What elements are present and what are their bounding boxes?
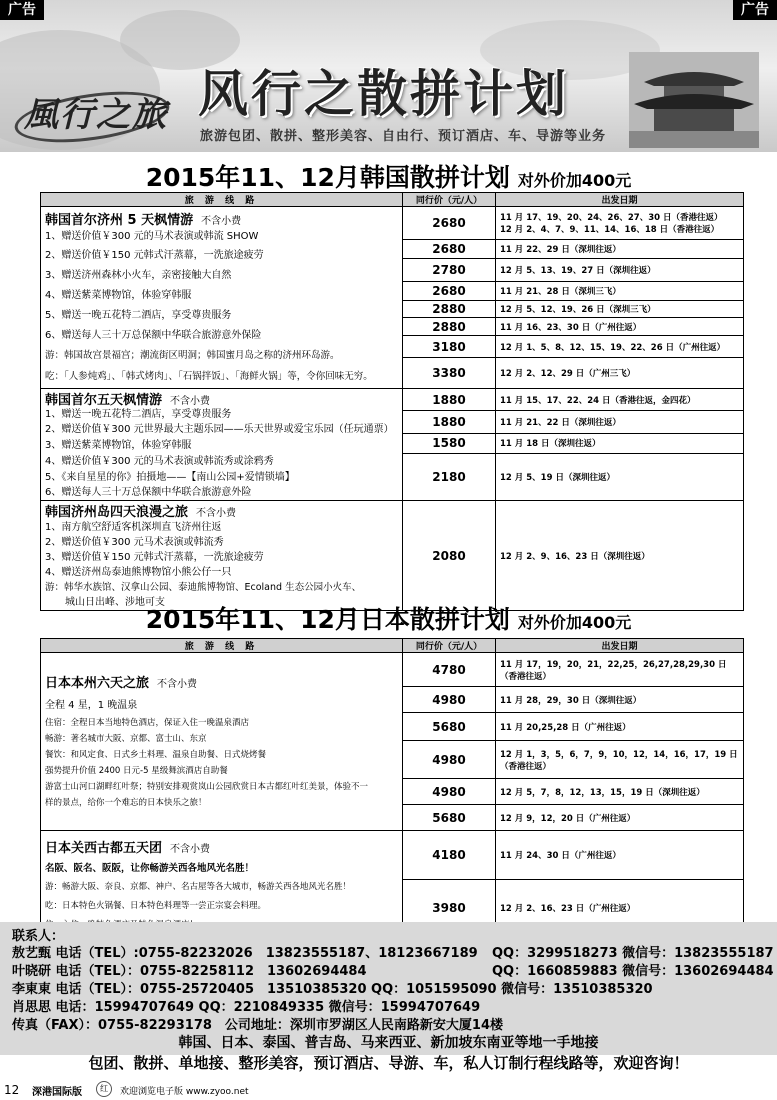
price-cell: 4980 xyxy=(403,779,496,805)
tour-name: 日本本州六天之旅 xyxy=(45,676,150,691)
date-cell: 11 月 16、23、30 日（广州往返） xyxy=(496,318,744,335)
tour-description: 日本关西古都五天团 不含小费 名阪、阪名、阪阪，让你畅游关西各地风光名胜！ 游：畅游大阪、奈良、京都、神户、名古屋等各大城市，畅游关西各地风光名胜！ 吃：日本特色火锅餐、日本特色料理等一尝正宗宴会料理。 xyxy=(41,831,403,936)
japan-section-title: 2015年11、12月日本散拼计划 对外价加400元 xyxy=(145,605,632,634)
date-cell: 11 月 17、19、20、24、26、27、30 日（香港往返） 12 月 2、4、7、9、11、14、16、18 日（香港往返） xyxy=(496,207,744,240)
price-cell: 5680 xyxy=(403,805,496,831)
date-cell: 11 月 18 日（深圳往返） xyxy=(496,433,744,453)
tour-description: 韩国首尔济州 5 天枫情游 不含小费 1、赠送价值￥300 元的马术表演或韩流 SHOW 2、赠送价值￥150 元韩式汗蒸幕，一洗旅途疲劳 3、赠送济州森林小火车，亲密接触大自然 4、赠送紫菜博物馆，体验穿韩服 5、赠送一晚五花特二酒店，享受尊贵服务 6、赠送每人三十万总保额中华联合旅游意外保险 游：韩国故宫景福宫；潮流街区明洞；韩国蜜月岛之称的济州环岛游。 吃：「人参炖鸡」、「韩式烤肉」、「石锅拌饭」、「海鲜火锅」等，令你回味无穷。 xyxy=(41,207,403,389)
contact-panel xyxy=(0,922,777,1055)
contact-row-qq: QQ：1660859883 微信号：13602694484 xyxy=(492,964,774,979)
date-cell: 11 月 20,25,28 日（广州往返） xyxy=(496,713,744,741)
date-cell: 12 月 5、13、19、27 日（深圳往返） xyxy=(496,259,744,281)
price-cell: 3980 xyxy=(403,880,496,936)
brand-logo: 風行之旅 xyxy=(14,88,164,138)
price-cell: 2180 xyxy=(403,454,496,501)
contact-row: 肖思思 电话：15994707649 QQ：2210849335 微信号：15994707649 xyxy=(12,1000,481,1015)
publication-badge-icon: 红 xyxy=(96,1081,112,1097)
contact-row: 叶晓研 电话（TEL）：0755-82258112 13602694484 xyxy=(12,964,367,979)
table-header: 旅 游 线 路 同行价（元/人） 出发日期 xyxy=(41,193,744,207)
date-cell: 12 月 2、9、16、23 日（深圳往返） xyxy=(496,501,744,611)
korea-section-title: 2015年11、12月韩国散拼计划 对外价加400元 xyxy=(145,163,632,192)
japan-plan-table xyxy=(40,638,744,936)
banner xyxy=(0,0,777,152)
date-cell: 12 月 5、19 日（深圳往返） xyxy=(496,454,744,501)
contact-row-qq: QQ：3299518273 微信号：13823555187 xyxy=(492,946,774,961)
contact-heading: 联系人： xyxy=(12,929,65,944)
date-cell: 11 月 17，19，20，21，22,25，26,27,28,29,30 日 （香港往返） xyxy=(496,653,744,687)
table-row xyxy=(41,501,744,611)
table-row xyxy=(41,207,744,240)
price-cell: 2080 xyxy=(403,501,496,611)
korea-plan-table xyxy=(40,192,744,611)
tour-name: 日本关西古都五天团 xyxy=(45,841,163,856)
date-cell: 12 月 2、12、29 日（广州三飞） xyxy=(496,358,744,389)
price-cell: 3180 xyxy=(403,335,496,357)
brand-title: 风行之散拼计划 xyxy=(198,65,569,123)
date-cell: 12 月 1、5、8、12、15、19、22、26 日（广州往返） xyxy=(496,335,744,357)
price-cell: 2880 xyxy=(403,318,496,335)
date-cell: 11 月 21、22 日（深圳往返） xyxy=(496,411,744,433)
price-cell: 1580 xyxy=(403,433,496,453)
date-cell: 11 月 28，29，30 日（深圳往返） xyxy=(496,687,744,713)
ad-label: 广告 xyxy=(733,0,777,20)
contact-row: 敖艺甄 电话（TEL）:0755-82232026 13823555187、18123667189 xyxy=(12,946,478,961)
date-cell: 12 月 5、12、19、26 日（深圳三飞） xyxy=(496,301,744,318)
date-cell: 12 月 1，3，5，6，7，9，10，12，14，16，17，19 日 （香港往返） xyxy=(496,741,744,779)
contact-row: 传真（FAX）：0755-82293178 公司地址：深圳市罗湖区人民南路新安大厦14楼 xyxy=(12,1018,504,1033)
website-link[interactable]: 欢迎浏览电子版 www.zyoo.net xyxy=(120,1087,249,1097)
tour-name: 韩国首尔济州 5 天枫情游 xyxy=(45,213,194,228)
price-cell: 2680 xyxy=(403,207,496,240)
date-cell: 11 月 24、30 日（广州往返） xyxy=(496,831,744,880)
table-row xyxy=(41,389,744,411)
date-cell: 11 月 15、17、22、24 日（香港往返，金四花） xyxy=(496,389,744,411)
price-cell: 4980 xyxy=(403,687,496,713)
brand-subtitle: 旅游包团、散拼、整形美容、自由行、预订酒店、车、导游等业务 xyxy=(200,129,607,144)
page-number: 12 xyxy=(4,1083,20,1097)
price-cell: 1880 xyxy=(403,389,496,411)
tour-description: 韩国济州岛四天浪漫之旅 不含小费 1、南方航空舒适客机深圳直飞济州往返 2、赠送价值￥300 元马术表演或韩流秀 3、赠送价值￥150 元韩式汗蒸幕，一洗旅途疲劳 4、赠送济州岛泰迪熊博物馆小熊公仔一只 游：韩华水族馆、汉拿山公园、泰迪熊博物馆、Ecoland 生态公园小火车、 城山日出峰、涉地可支 xyxy=(41,501,403,611)
table-row xyxy=(41,653,744,687)
table-row xyxy=(41,831,744,880)
slogan: 韩国、日本、泰国、普吉岛、马来西亚、新加坡东南亚等地一手地接 xyxy=(178,1035,599,1051)
price-cell: 2880 xyxy=(403,301,496,318)
price-cell: 4780 xyxy=(403,653,496,687)
tour-description: 韩国首尔五天枫情游 不含小费 1、赠送一晚五花特二酒店，享受尊贵服务 2、赠送价值￥300 元世界最大主题乐园——乐天世界或爱宝乐园（任玩通票） 3、赠送紫菜博物馆，体验穿韩服 4、赠送价值￥300 元的马术表演或韩流秀或涂鸦秀 5、《来自星星的你》拍摄地——【南山公园+爱情锁墙】 6、赠送每人三十万总保额中华联合旅游意外险 xyxy=(41,389,403,501)
tour-name: 韩国济州岛四天浪漫之旅 xyxy=(45,505,189,520)
price-cell: 5680 xyxy=(403,713,496,741)
price-cell: 2680 xyxy=(403,281,496,300)
price-cell: 4180 xyxy=(403,831,496,880)
price-cell: 2780 xyxy=(403,259,496,281)
price-cell: 4980 xyxy=(403,741,496,779)
page-footer xyxy=(0,1075,777,1100)
table-header: 旅 游 线 路 同行价（元/人） 出发日期 xyxy=(41,639,744,653)
slogan: 包团、散拼、单地接、整形美容，预订酒店、导游、车，私人订制行程线路等，欢迎咨询！ xyxy=(88,1054,689,1072)
tour-name: 韩国首尔五天枫情游 xyxy=(45,393,163,408)
pagoda-icon xyxy=(629,52,759,148)
date-cell: 11 月 21、28 日（深圳三飞） xyxy=(496,281,744,300)
tour-description: 日本本州六天之旅 不含小费 全程 4 星，1 晚温泉 住宿：全程日本当地特色酒店，保证入住一晚温泉酒店 畅游：著名城市大阪、京都、富士山、东京 餐饮：和风定食、日式乡土料理、温泉自助餐、日式烧烤餐 强势提升价值 2400 日元-5 星级舞滨酒店自助餐 游富士山河口湖畔红叶祭；特别安排观赏岚山公园欣赏日本古都红叶红美景，体验不一 样的景点，给你一个难忘的日本快乐之旅！ xyxy=(41,653,403,831)
price-cell: 3380 xyxy=(403,358,496,389)
contact-row: 李東東 电话（TEL）：0755-25720405 13510385320 QQ：1051595090 微信号：13510385320 xyxy=(12,982,653,997)
date-cell: 12 月 5，7，8，12，13，15，19 日（深圳往返） xyxy=(496,779,744,805)
ad-label: 广告 xyxy=(0,0,44,20)
price-cell: 2680 xyxy=(403,239,496,258)
date-cell: 12 月 9，12，20 日（广州往返） xyxy=(496,805,744,831)
date-cell: 12 月 2、16、23 日（广州往返） xyxy=(496,880,744,936)
publication-name: 深港国际版 xyxy=(32,1087,82,1098)
price-cell: 1880 xyxy=(403,411,496,433)
date-cell: 11 月 22、29 日（深圳往返） xyxy=(496,239,744,258)
